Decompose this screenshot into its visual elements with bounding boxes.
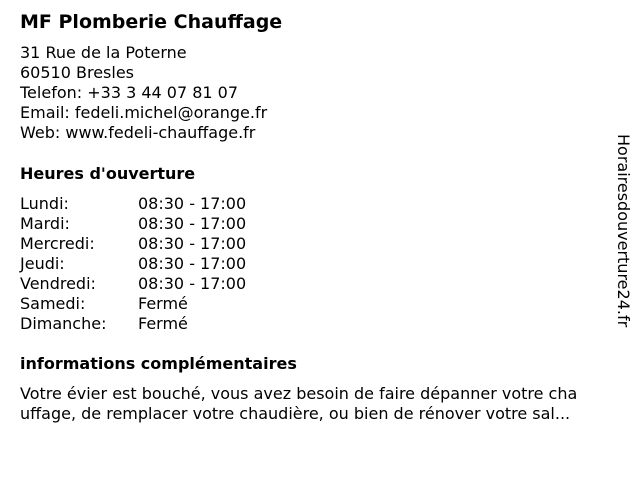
day-label: Vendredi:: [20, 274, 96, 293]
time-value: 08:30 - 17:00: [138, 254, 247, 273]
email-text: Email: fedeli.michel@orange.fr: [20, 103, 268, 122]
description-line: uffage, de remplacer votre chaudière, ou bien de rénover votre sal...: [20, 404, 571, 423]
watermark-text: Horairesdouverture24.fr: [614, 134, 633, 328]
time-value: Fermé: [138, 294, 188, 313]
time-value: 08:30 - 17:00: [138, 274, 247, 293]
day-label: Mercredi:: [20, 234, 95, 253]
address-city: 60510 Bresles: [20, 63, 134, 82]
website-text: Web: www.fedeli-chauffage.fr: [20, 123, 256, 142]
time-value: Fermé: [138, 314, 188, 333]
day-label: Samedi:: [20, 294, 86, 313]
phone-text: Telefon: +33 3 44 07 81 07: [20, 83, 239, 102]
time-value: 08:30 - 17:00: [138, 194, 247, 213]
opening-hours-heading: Heures d'ouverture: [20, 164, 196, 183]
additional-info-heading: informations complémentaires: [20, 354, 297, 373]
day-label: Dimanche:: [20, 314, 107, 333]
day-label: Lundi:: [20, 194, 69, 213]
business-name: MF Plomberie Chauffage: [20, 11, 283, 33]
time-value: 08:30 - 17:00: [138, 214, 247, 233]
description-line: Votre évier est bouché, vous avez besoin de faire dépanner votre cha: [20, 384, 578, 403]
address-street: 31 Rue de la Poterne: [20, 43, 187, 62]
day-label: Jeudi:: [20, 254, 65, 273]
day-label: Mardi:: [20, 214, 70, 233]
description-text: [20, 384, 626, 424]
contact-block: [20, 43, 267, 143]
time-value: 08:30 - 17:00: [138, 234, 247, 253]
